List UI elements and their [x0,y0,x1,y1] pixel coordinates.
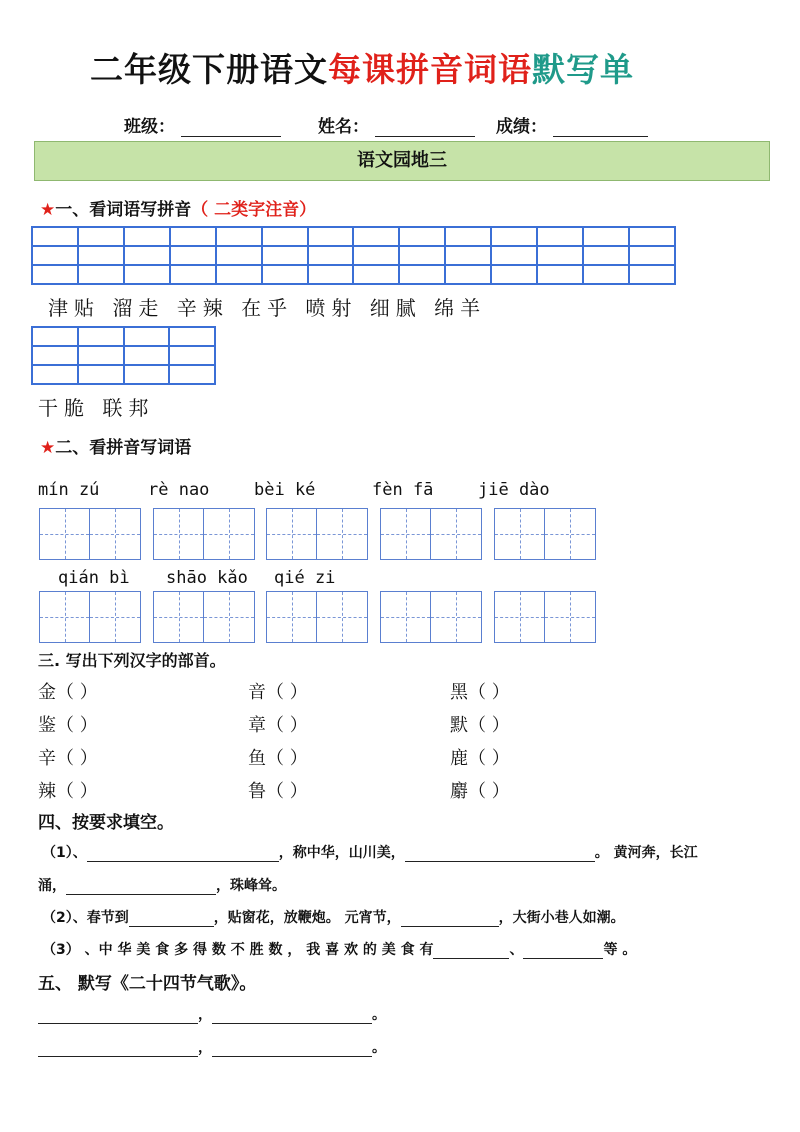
radical-item[interactable]: 章（ ） [248,715,308,736]
writing-box[interactable] [153,591,255,643]
pinyin-grid-2[interactable] [31,326,216,385]
fill-question-1-line-2: 涌， ，珠峰耸。 [38,878,286,894]
fill-blank[interactable] [38,1007,198,1024]
class-blank[interactable] [181,116,281,137]
radical-item[interactable]: 黑（ ） [450,682,510,703]
fill-blank[interactable] [433,942,509,959]
pinyin-label: qié zi [274,568,336,588]
title-part-2: 每课拼音词语 [328,50,532,89]
radical-item[interactable]: 鲁（ ） [248,781,308,802]
radical-item[interactable]: 辛（ ） [38,748,98,769]
radical-item[interactable]: 音（ ） [248,682,308,703]
fill-blank[interactable] [38,1040,198,1057]
radical-item[interactable]: 鹿（ ） [450,748,510,769]
writing-box[interactable] [266,591,368,643]
name-blank[interactable] [375,116,475,137]
writing-box[interactable] [380,508,482,560]
radical-item[interactable]: 默（ ） [450,715,510,736]
section-3-title: 三. 写出下列汉字的部首。 [38,651,226,670]
fill-question-1-line-1: （1）、 ，称中华，山川美， 。 黄河奔，长江 [42,845,698,861]
lesson-banner: 语文园地三 [34,141,770,181]
writing-box[interactable] [494,508,596,560]
pinyin-label: shāo kǎo [166,568,248,588]
writing-box[interactable] [266,508,368,560]
section-2-heading [40,433,191,458]
star-icon: ★ [40,200,56,220]
writing-box[interactable] [39,591,141,643]
score-label: 成绩： [496,117,547,137]
pinyin-label: jiē dào [478,480,550,500]
title-part-1: 二年级下册语文 [90,50,328,89]
fill-blank[interactable] [212,1040,372,1057]
fill-blank[interactable] [405,845,595,862]
section-4-title: 四、按要求填空。 [38,813,174,833]
radical-item[interactable]: 麝（ ） [450,781,510,802]
pinyin-label: qián bì [58,568,130,588]
fill-blank[interactable] [66,878,216,895]
writing-box[interactable] [153,508,255,560]
section-1-heading [40,195,316,220]
fill-blank[interactable] [212,1007,372,1024]
score-blank[interactable] [553,116,648,137]
pinyin-grid-1[interactable] [31,226,676,285]
score-field[interactable] [496,112,648,137]
fill-blank[interactable] [87,845,279,862]
writing-box[interactable] [39,508,141,560]
class-label: 班级： [124,117,175,137]
pinyin-label: fèn fā [372,480,434,500]
section-2-title: 二、看拼音写词语 [55,438,192,458]
title-part-3: 默写单 [532,50,634,89]
poem-line-1: ， 。 [38,1004,386,1024]
fill-blank[interactable] [401,910,499,927]
pinyin-label: rè nao [148,480,210,500]
star-icon: ★ [40,438,56,458]
radical-item[interactable]: 金（ ） [38,682,98,703]
fill-question-2: （2）、春节到 ，贴窗花，放鞭炮。 元宵节， ，大街小巷人如潮。 [42,910,625,926]
name-field[interactable] [318,112,475,137]
radical-item[interactable]: 鉴（ ） [38,715,98,736]
poem-line-2: ， 。 [38,1037,386,1057]
section-1-title: 一、看词语写拼音 [55,200,192,220]
words-row-2: 干脆 联邦 [38,396,155,420]
writing-box[interactable] [380,591,482,643]
words-row-1: 津贴 溜走 辛辣 在乎 喷射 细腻 绵羊 [48,296,487,320]
section-5-title: 五、 默写《二十四节气歌》。 [38,974,257,994]
page-title [90,44,634,91]
radical-item[interactable]: 辣（ ） [38,781,98,802]
fill-question-3: （3） 、中 华 美 食 多 得 数 不 胜 数 ， 我 喜 欢 的 美 食 有 、 等 。 [42,942,637,958]
pinyin-label: mín zú [38,480,100,500]
radical-item[interactable]: 鱼（ ） [248,748,308,769]
writing-box[interactable] [494,591,596,643]
pinyin-label: bèi ké [254,480,316,500]
class-field[interactable] [124,112,281,137]
name-label: 姓名： [318,117,369,137]
fill-blank[interactable] [523,942,603,959]
fill-blank[interactable] [129,910,214,927]
section-1-note: （ 二类字注音） [191,200,317,220]
